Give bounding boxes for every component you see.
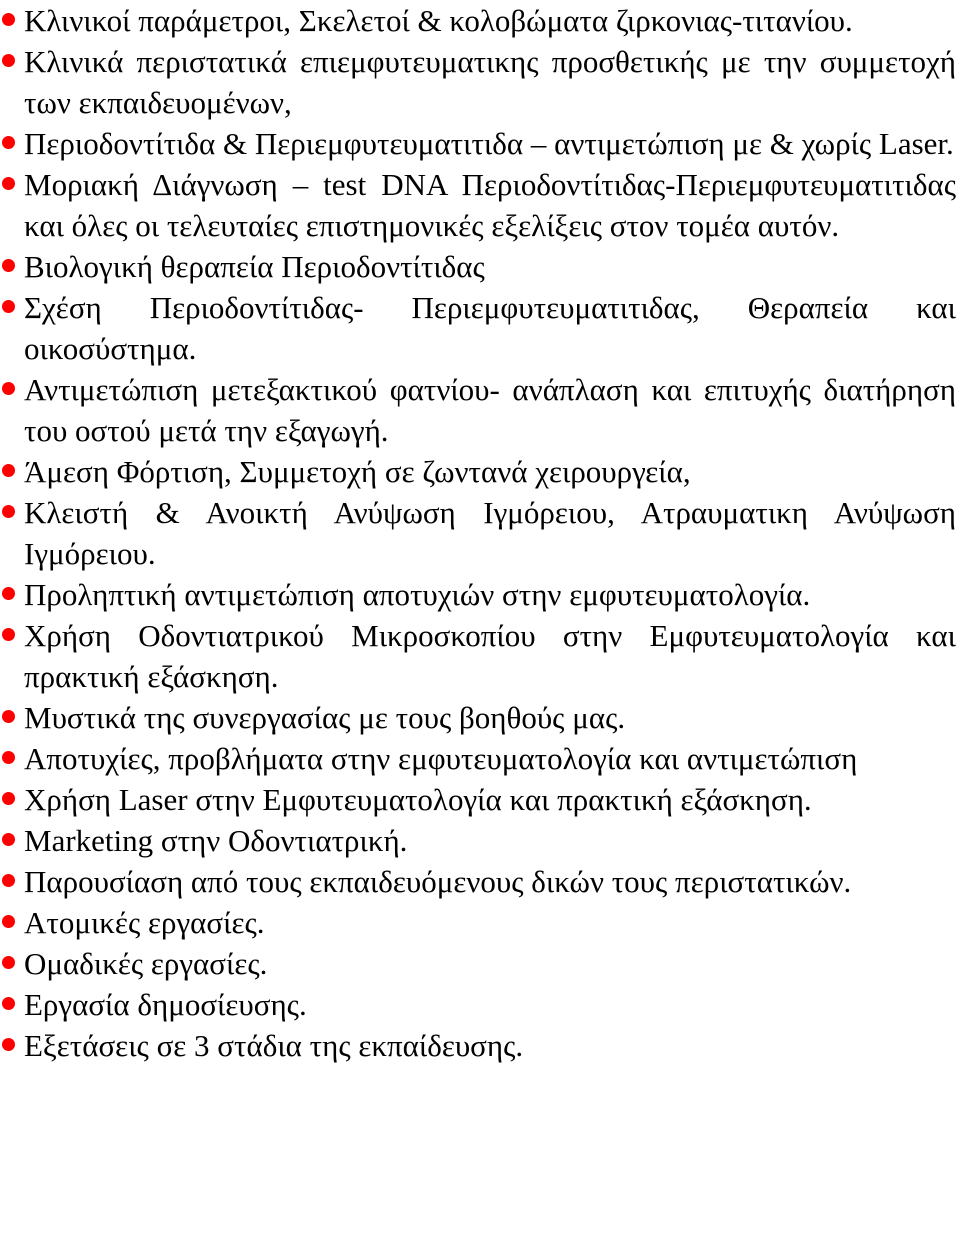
list-item — [0, 902, 960, 943]
list-item-text: Άμεση Φόρτιση, Συμμετοχή σε ζωντανά χειρουργεία, — [24, 454, 691, 489]
bullet-icon — [2, 915, 15, 928]
bullet-icon — [2, 136, 15, 149]
bullet-icon — [2, 464, 15, 477]
list-item-text: Εργασία δημοσίευσης. — [24, 987, 307, 1022]
list-item-text: Σχέση Περιοδοντίτιδας- Περιεμφυτευματιτιδας, Θεραπεία και οικοσύστημα. — [24, 290, 956, 366]
list-item — [0, 451, 960, 492]
list-item — [0, 697, 960, 738]
list-item — [0, 779, 960, 820]
bullet-icon — [2, 1038, 15, 1051]
list-item-text: Περιοδοντίτιδα & Περιεμφυτευματιτιδα – αντιμετώπιση με & χωρίς Laser. — [24, 126, 954, 161]
list-item-text: Ομαδικές εργασίες. — [24, 946, 268, 981]
bullet-icon — [2, 259, 15, 272]
list-item — [0, 0, 960, 41]
bullet-icon — [2, 54, 15, 67]
list-item — [0, 615, 960, 697]
list-item — [0, 369, 960, 451]
bullet-icon — [2, 13, 15, 26]
list-item-text: Κλινικοί παράμετροι, Σκελετοί & κολοβώματα ζιρκονιας-τιτανίου. — [24, 3, 853, 38]
bullet-icon — [2, 956, 15, 969]
bullet-icon — [2, 874, 15, 887]
list-item-text: Κλειστή & Ανοικτή Ανύψωση Ιγμόρειου, Ατραυματικη Ανύψωση Ιγμόρειου. — [24, 495, 956, 571]
bullet-icon — [2, 997, 15, 1010]
list-item — [0, 246, 960, 287]
bullet-icon — [2, 505, 15, 518]
list-item-text: Χρήση Οδοντιατρικού Μικροσκοπίου στην Εμφυτευματολογία και πρακτική εξάσκηση. — [24, 618, 956, 694]
bullet-icon — [2, 177, 15, 190]
list-item — [0, 943, 960, 984]
bullet-icon — [2, 792, 15, 805]
list-item — [0, 287, 960, 369]
list-item-text: Μοριακή Διάγνωση – test DNA Περιοδοντίτιδας-Περιεμφυτευματιτιδας και όλες οι τελευταίες επιστημονικές εξελίξεις στον τομέα αυτόν. — [24, 167, 956, 243]
bullet-icon — [2, 710, 15, 723]
list-item — [0, 41, 960, 123]
bullet-icon — [2, 300, 15, 313]
list-item-text: Μυστικά της συνεργασίας με τους βοηθούς μας. — [24, 700, 626, 735]
list-item-text: Marketing στην Οδοντιατρική. — [24, 823, 408, 858]
list-item — [0, 820, 960, 861]
bullet-icon — [2, 587, 15, 600]
list-item — [0, 984, 960, 1025]
list-item-text: Χρήση Laser στην Εμφυτευματολογία και πρακτική εξάσκηση. — [24, 782, 812, 817]
list-item — [0, 123, 960, 164]
list-item — [0, 164, 960, 246]
bullet-icon — [2, 628, 15, 641]
list-item — [0, 492, 960, 574]
list-item-text: Αποτυχίες, προβλήματα στην εμφυτευματολογία και αντιμετώπιση — [24, 741, 858, 776]
bullet-icon — [2, 751, 15, 764]
list-item-text: Παρουσίαση από τους εκπαιδευόμενους δικών τους περιστατικών. — [24, 864, 852, 899]
list-item-text: Βιολογική θεραπεία Περιοδοντίτιδας — [24, 249, 485, 284]
bullet-icon — [2, 833, 15, 846]
list-item-text: Εξετάσεις σε 3 στάδια της εκπαίδευσης. — [24, 1028, 524, 1063]
list-item-text: Ατομικές εργασίες. — [24, 905, 265, 940]
list-item-text: Κλινικά περιστατικά επιεμφυτευματικης προσθετικής με την συμμετοχή των εκπαιδευομένων, — [24, 44, 956, 120]
list-item — [0, 738, 960, 779]
list-item — [0, 1025, 960, 1066]
list-item — [0, 574, 960, 615]
bullet-icon — [2, 382, 15, 395]
list-item-text: Αντιμετώπιση μετεξακτικού φατνίου- ανάπλαση και επιτυχής διατήρηση του οστού μετά την εξαγωγή. — [24, 372, 956, 448]
list-item-text: Προληπτική αντιμετώπιση αποτυχιών στην εμφυτευματολογία. — [24, 577, 811, 612]
list-item — [0, 861, 960, 902]
